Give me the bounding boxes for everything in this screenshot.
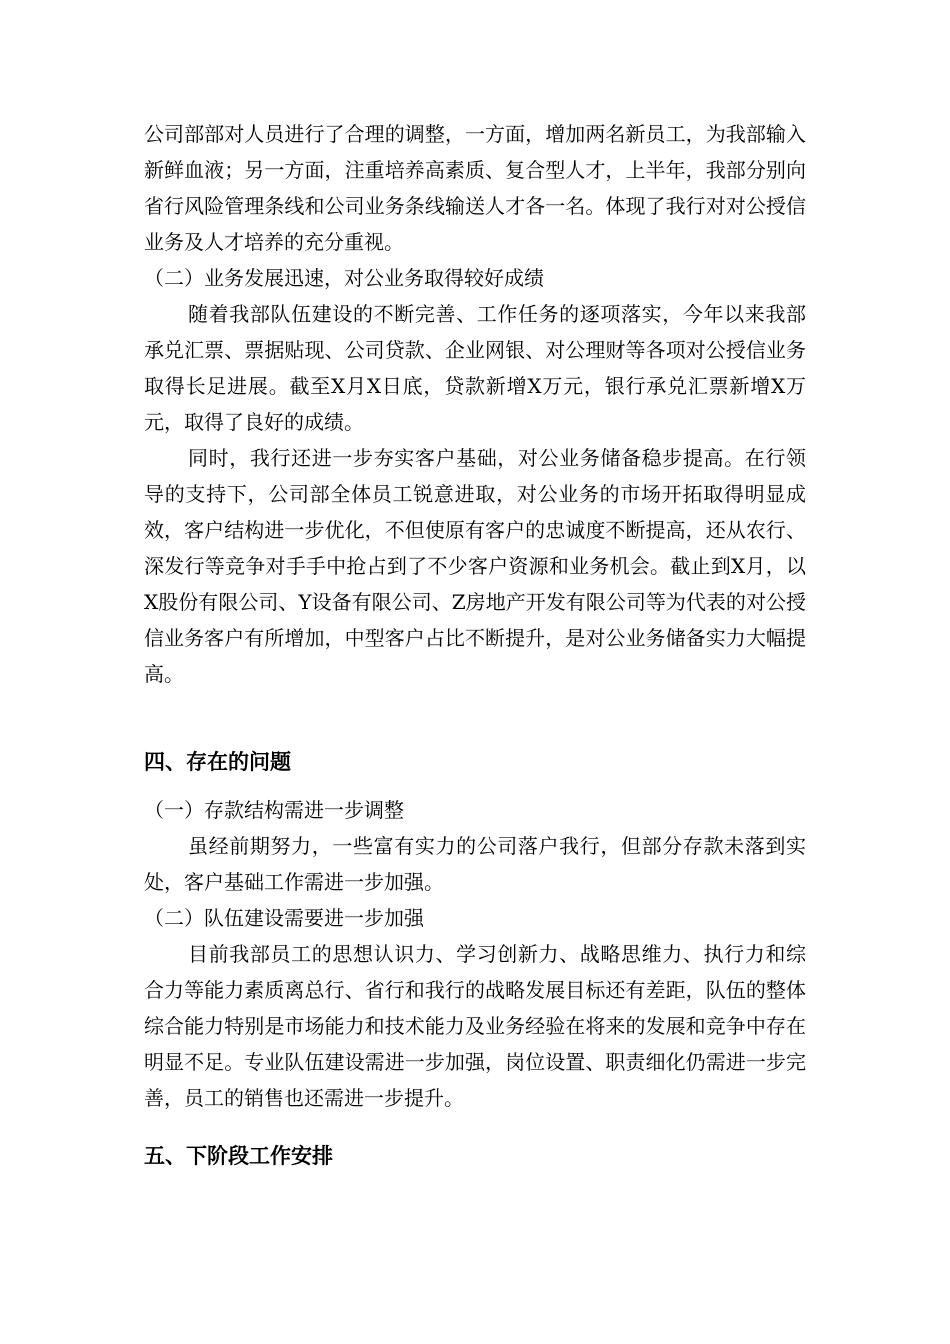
paragraph-team-building: 目前我部员工的思想认识力、学习创新力、战略思维力、执行力和综合力等能力素质离总行、省行和我行的战略发展目标还有差距，队伍的整体综合能力特别是市场能力和技术能力及业务经验在将来的发展和竞争中存在明显不足。专业队伍建设需进一步加强，岗位设置、职责细化仍需进一步完善，员工的销售也还需进一步提升。	[144, 942, 806, 1110]
subheading-team-building: （二）队伍建设需要进一步加强	[144, 906, 424, 930]
subheading-deposit-structure: （一）存款结构需进一步调整	[144, 798, 404, 822]
paragraph-staff-adjustment: 公司部部对人员进行了合理的调整，一方面，增加两名新员工，为我部输入新鲜血液；另一方面，注重培养高素质、复合型人才，上半年，我部分别向省行风险管理条线和公司业务条线输送人才各一名。体现了我行对对公授信业务及人才培养的充分重视。	[144, 122, 806, 254]
paragraph-business-progress: 随着我部队伍建设的不断完善、工作任务的逐项落实，今年以来我部承兑汇票、票据贴现、公司贷款、企业网银、对公理财等各项对公授信业务取得长足进展。截至X月X日底，贷款新增X万元，银行承兑汇票新增X万元，取得了良好的成绩。	[144, 302, 806, 434]
paragraph-deposit-structure: 虽经前期努力，一些富有实力的公司落户我行，但部分存款未落到实处，客户基础工作需进一步加强。	[144, 834, 806, 894]
document-page	[144, 116, 806, 1174]
paragraph-customer-base: 同时，我行还进一步夯实客户基础，对公业务储备稳步提高。在行领导的支持下，公司部全体员工锐意进取，对公业务的市场开拓取得明显成效，客户结构进一步优化，不但使原有客户的忠诚度不断提高，还从农行、深发行等竞争对手手中抢占到了不少客户资源和业务机会。截止到X月，以X股份有限公司、Y设备有限公司、Z房地产开发有限公司等为代表的对公授信业务客户有所增加，中型客户占比不断提升，是对公业务储备实力大幅提高。	[144, 446, 806, 686]
subheading-business-growth: （二）业务发展迅速，对公业务取得较好成绩	[144, 266, 544, 290]
section-heading-problems: 四、存在的问题	[144, 749, 291, 774]
spacer	[144, 1116, 806, 1138]
section-heading-next-steps: 五、下阶段工作安排	[144, 1143, 333, 1168]
spacer	[144, 692, 806, 744]
spacer	[144, 780, 806, 792]
